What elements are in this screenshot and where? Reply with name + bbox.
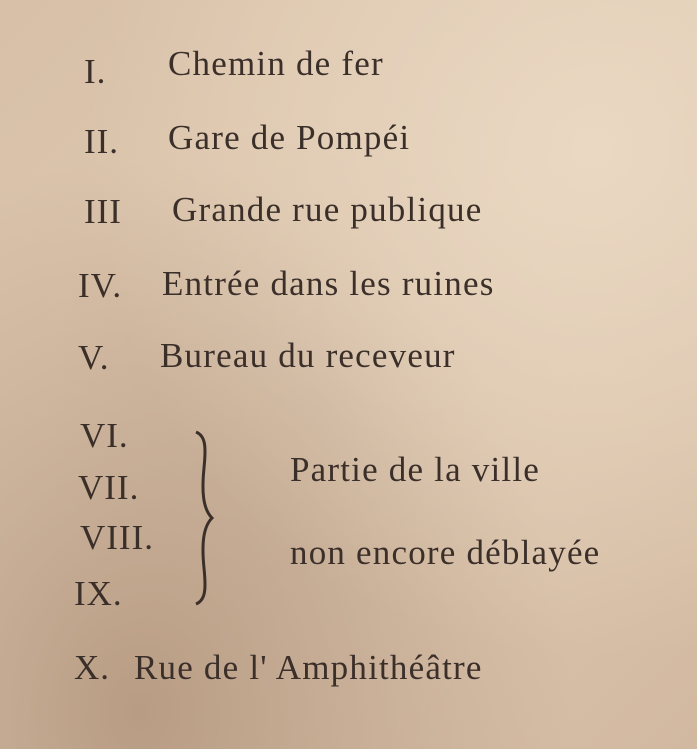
item-number: IX. bbox=[74, 574, 123, 613]
item-number: VII. bbox=[78, 468, 140, 507]
item-number: VI. bbox=[80, 416, 129, 455]
group-label-line2: non encore déblayée bbox=[290, 533, 601, 572]
item-label: Bureau du receveur bbox=[160, 336, 456, 375]
item-number: IV. bbox=[78, 266, 123, 305]
item-label: Gare de Pompéi bbox=[168, 118, 411, 157]
item-label: Chemin de fer bbox=[168, 44, 384, 83]
item-number: VIII. bbox=[80, 518, 154, 557]
brace-icon bbox=[192, 428, 222, 608]
item-number: X. bbox=[74, 648, 111, 687]
group-label-line1: Partie de la ville bbox=[290, 450, 540, 489]
item-label: Grande rue publique bbox=[172, 190, 483, 229]
item-label: Entrée dans les ruines bbox=[162, 264, 495, 303]
item-number: III bbox=[84, 192, 122, 231]
item-number: II. bbox=[84, 122, 120, 161]
item-label: Rue de l' Amphithéâtre bbox=[134, 648, 483, 687]
item-number: V. bbox=[78, 338, 110, 377]
item-number: I. bbox=[84, 52, 107, 91]
